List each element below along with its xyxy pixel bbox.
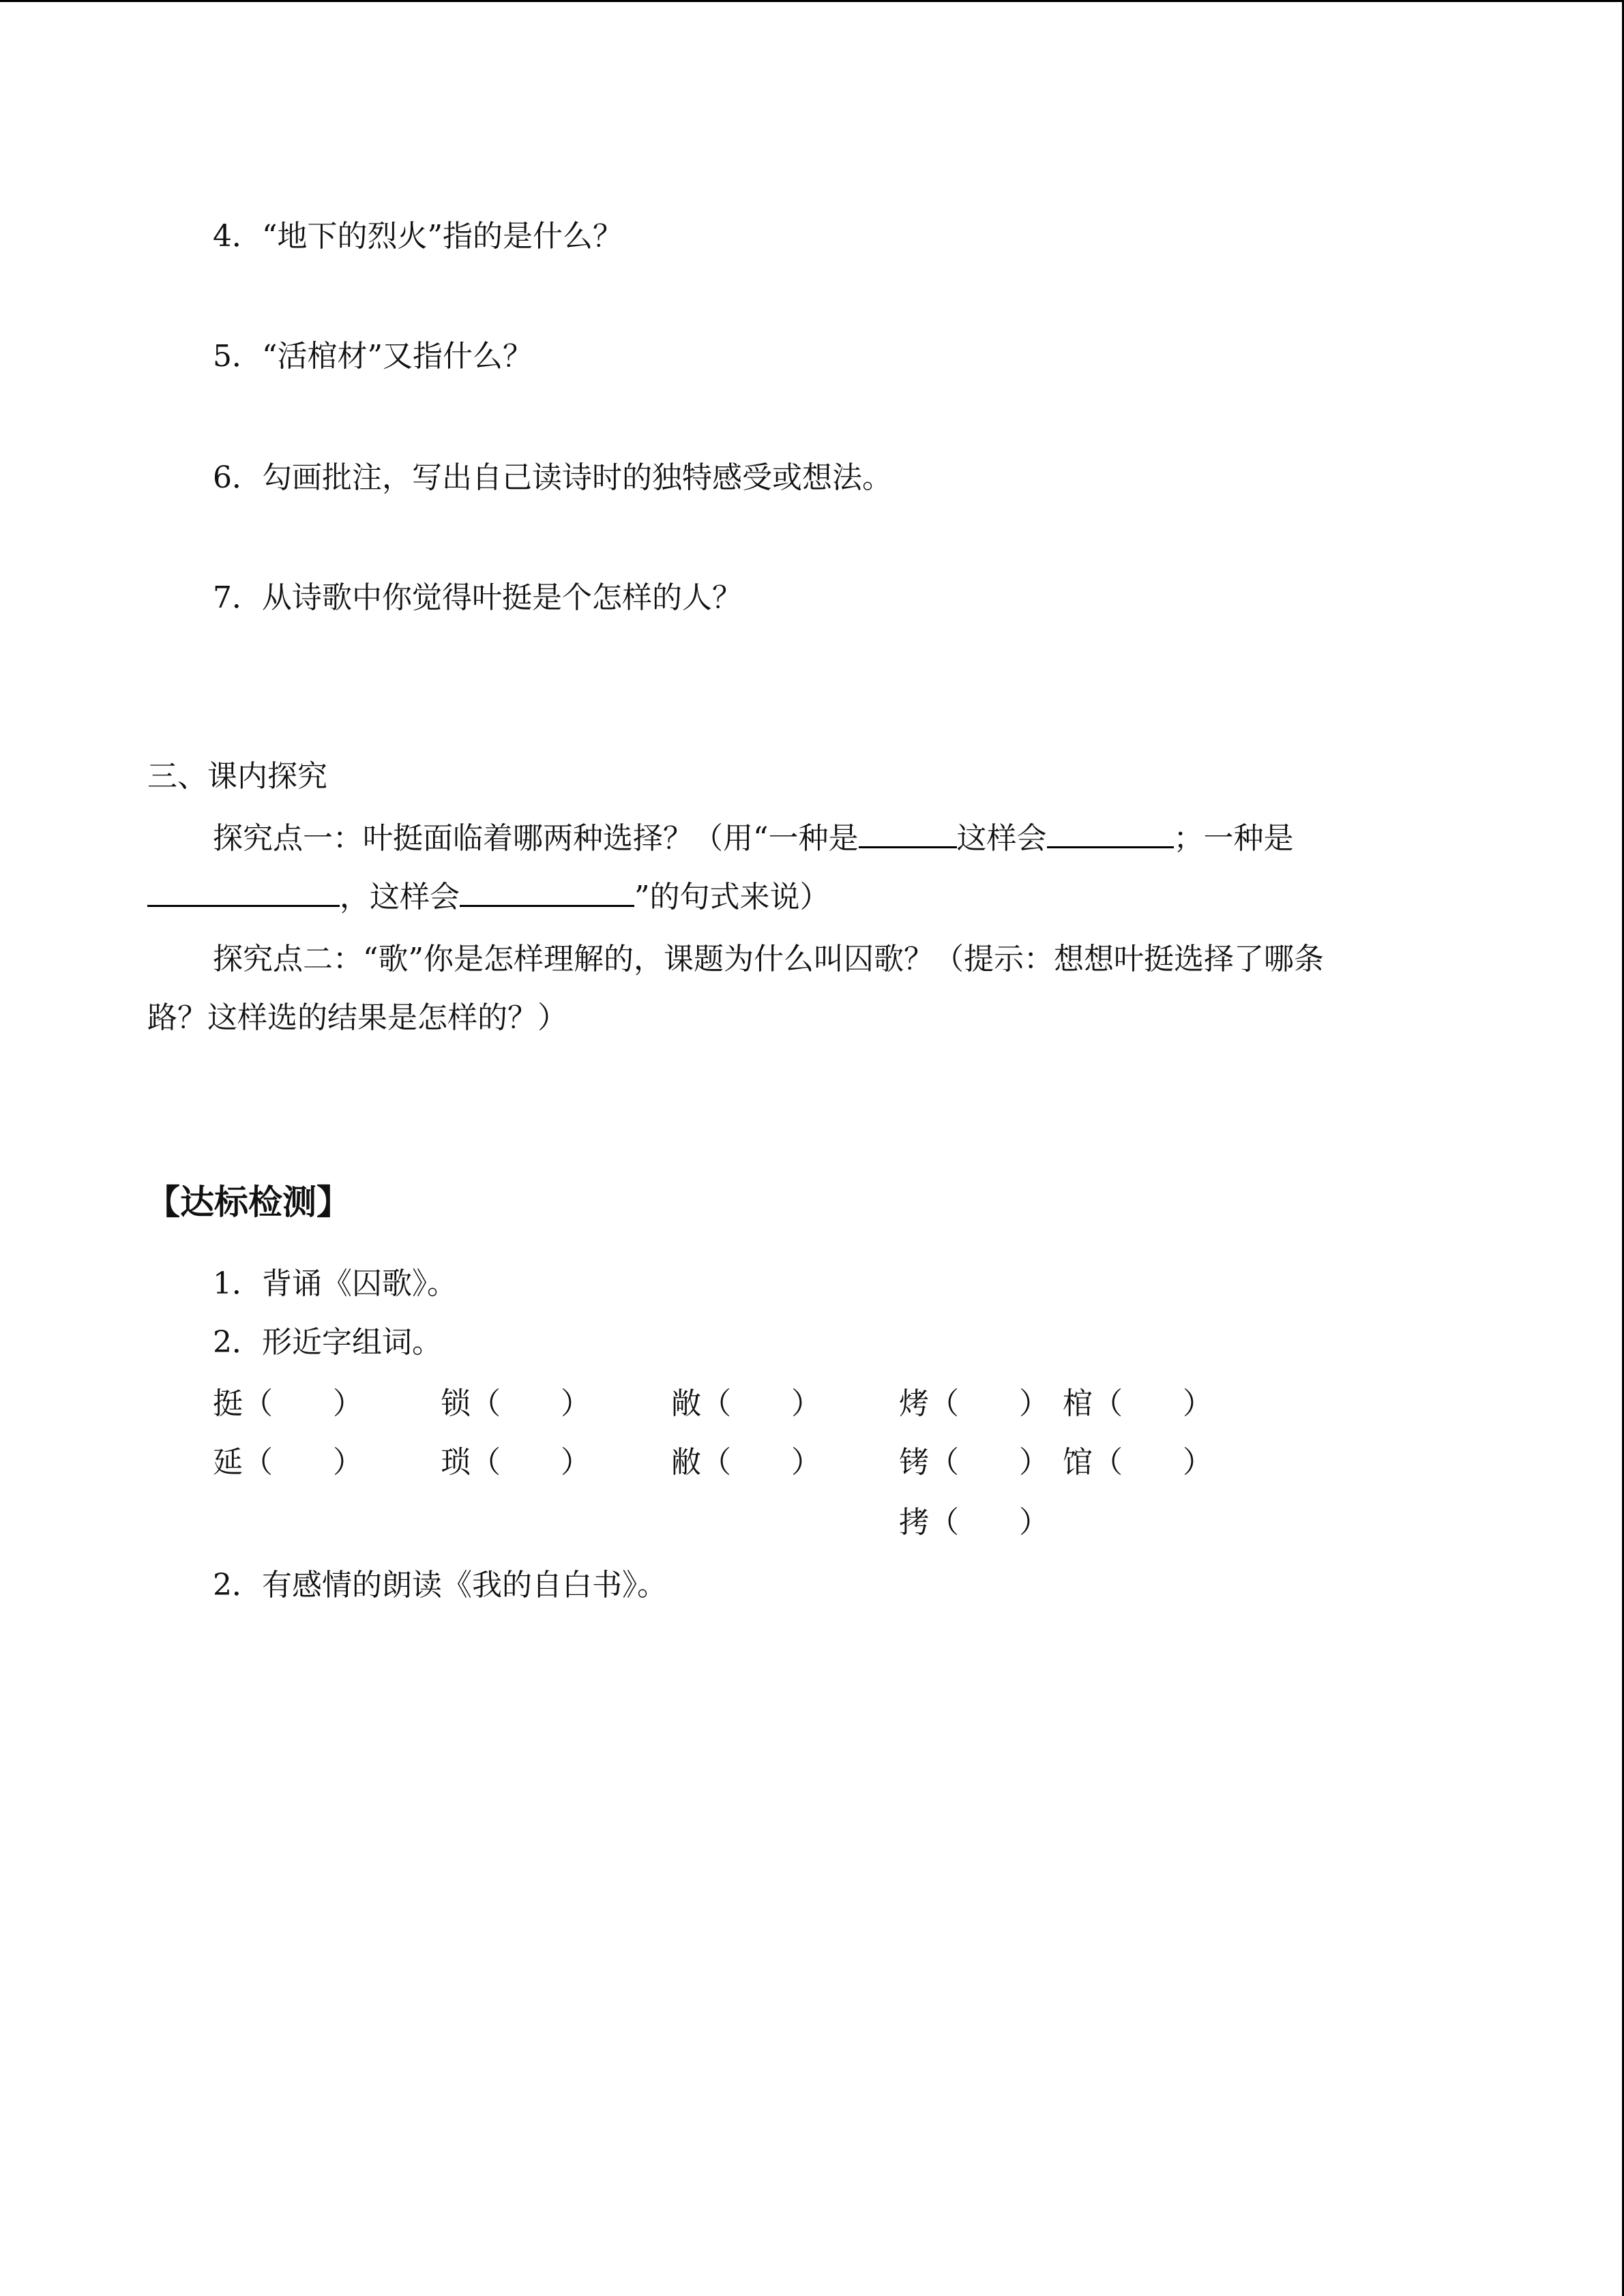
question-text: 勾画批注，写出自己读诗时的独特感受或想法。 [262, 460, 892, 495]
check-item-2: 2．形近字组词。 [213, 1325, 442, 1360]
char-cell: 烤（ ） [899, 1386, 1049, 1421]
char-cell: 敝（ ） [671, 1445, 821, 1480]
inquiry-point-1-cont [147, 878, 830, 916]
char-cell: 挺（ ） [213, 1386, 363, 1421]
char-cell: 拷（ ） [899, 1505, 1049, 1540]
char-cell: 延（ ） [213, 1445, 363, 1480]
char-cell: 棺（ ） [1063, 1386, 1213, 1421]
char-cell: 锁（ ） [441, 1386, 591, 1421]
check-item-1: 1．背诵《囚歌》。 [213, 1266, 457, 1301]
section-title: 三、课内探究 [147, 759, 327, 794]
fill-blank[interactable] [859, 819, 957, 848]
inquiry-point-2: 探究点二：“歌”你是怎样理解的，课题为什么叫囚歌？（提示：想想叶挺选择了哪条 [213, 942, 1324, 976]
fill-blank[interactable] [147, 878, 340, 907]
char-cell: 琐（ ） [441, 1445, 591, 1480]
inquiry-point-2-cont: 路？这样选的结果是怎样的？） [147, 1000, 567, 1035]
inquiry-text: 探究点一：叶挺面临着哪两种选择？（用“一种是 [213, 821, 859, 856]
question-text: 从诗歌中你觉得叶挺是个怎样的人？ [262, 580, 742, 615]
question-6 [213, 459, 892, 497]
inquiry-text: ，这样会 [340, 880, 460, 914]
question-text: “地下的烈火”指的是什么？ [262, 219, 623, 254]
check-heading: 【达标检测】 [146, 1182, 351, 1222]
char-cell: 铐（ ） [899, 1445, 1049, 1480]
question-number: 4． [213, 219, 262, 254]
inquiry-text: ”的句式来说） [634, 880, 830, 914]
question-number: 7． [213, 580, 262, 615]
fill-blank[interactable] [1047, 819, 1174, 848]
inquiry-text: 这样会 [956, 821, 1047, 856]
char-cell: 馆（ ） [1063, 1445, 1213, 1480]
inquiry-point-1 [213, 819, 1294, 858]
fill-blank[interactable] [460, 878, 634, 907]
question-5 [213, 338, 533, 376]
inquiry-text: ；一种是 [1173, 821, 1294, 856]
question-number: 6． [213, 460, 262, 495]
question-7 [213, 579, 742, 617]
question-number: 5． [213, 339, 262, 374]
question-text: “活棺材”又指什么？ [262, 339, 533, 374]
question-4 [213, 218, 623, 256]
check-item-3: 2．有感情的朗读《我的自白书》。 [213, 1568, 667, 1602]
char-cell: 敞（ ） [671, 1386, 821, 1421]
